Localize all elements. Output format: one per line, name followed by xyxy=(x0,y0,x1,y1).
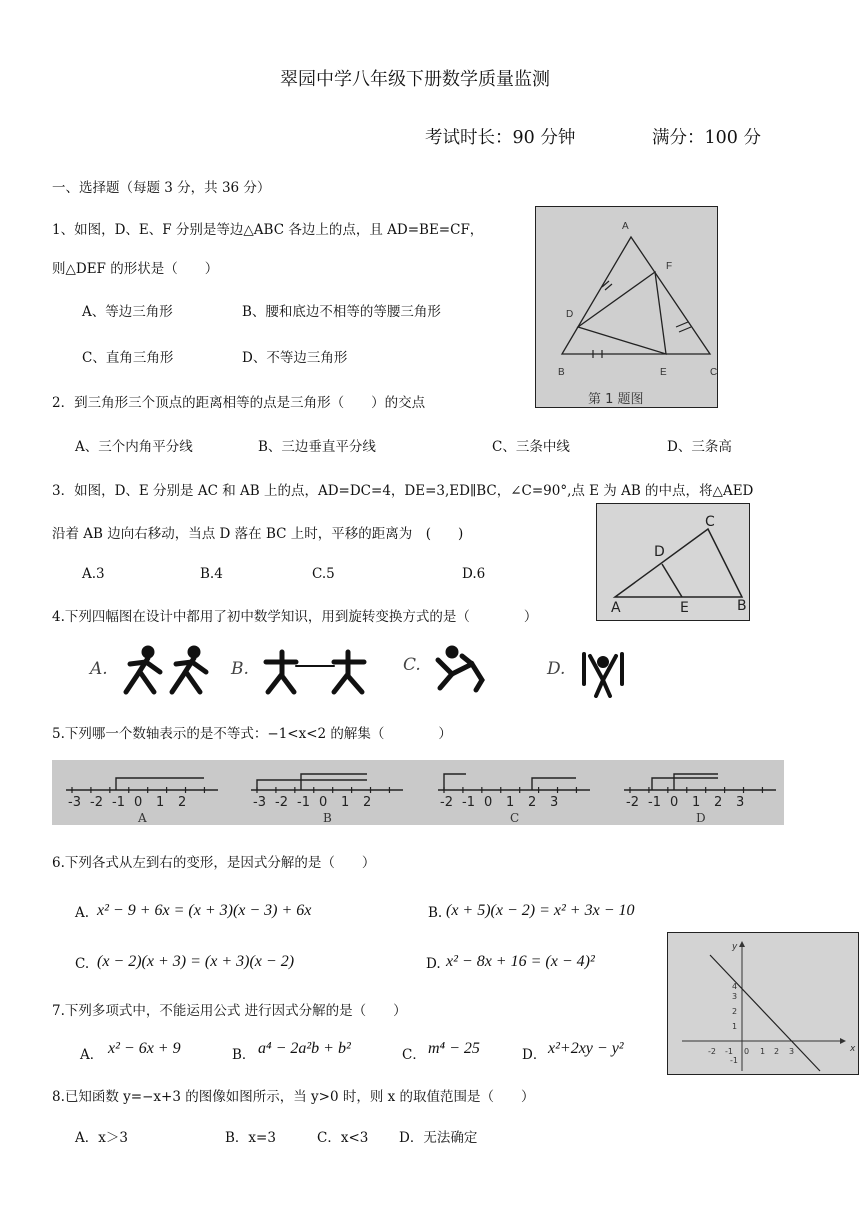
q1-fig-label-a: A xyxy=(622,221,629,232)
page-title: 翠园中学八年级下册数学质量监测 xyxy=(280,69,550,90)
q4-option-c-label[interactable]: C. xyxy=(403,655,421,675)
q5-option-letter[interactable]: D xyxy=(696,811,706,825)
q8-ytick-2: 2 xyxy=(732,1007,738,1016)
q6-option-a-label[interactable]: A. xyxy=(75,905,90,921)
q3-stem-line2: 沿着 AB 边向右移动，当点 D 落在 BC 上时，平移的距离为 ( ) xyxy=(52,526,464,542)
q3-stem-line1: 3．如图，D、E 分别是 AC 和 AB 上的点，AD=DC=4，DE=3,ED∥BC，∠C=90°,点 E 为 AB 的中点，将△AED xyxy=(52,483,754,499)
q8-ytick-3: 3 xyxy=(732,992,738,1001)
q5-number-lines xyxy=(52,760,784,825)
q5-stem: 5.下列哪一个数轴表示的是不等式：−1<x<2 的解集（ ） xyxy=(52,726,452,742)
q3-option-c[interactable]: C.5 xyxy=(312,566,335,582)
q8-stem: 8.已知函数 y=−x+3 的图像如图所示，当 y>0 时，则 x 的取值范围是（ ） xyxy=(52,1089,535,1105)
q5-tick-label: 1 xyxy=(692,795,701,810)
q1-fig-label-c: C xyxy=(710,367,717,378)
q4-option-b-label[interactable]: B. xyxy=(231,659,249,679)
q3-fig-label-a: A xyxy=(611,600,621,616)
q1-option-c[interactable]: C、直角三角形 xyxy=(82,350,174,366)
q5-tick-label: 3 xyxy=(550,795,559,810)
q2-stem: 2．到三角形三个顶点的距离相等的点是三角形（ ）的交点 xyxy=(52,395,426,411)
q8-ytick-neg1: -1 xyxy=(730,1056,738,1065)
q5-tick-label: -2 xyxy=(90,795,103,810)
q5-tick-label: -1 xyxy=(297,795,310,810)
q5-tick-label: 2 xyxy=(714,795,723,810)
q5-tick-label: 0 xyxy=(134,795,143,810)
q6-stem: 6.下列各式从左到右的变形，是因式分解的是（ ） xyxy=(52,855,376,871)
q8-option-a[interactable]: A．x＞3 xyxy=(75,1130,128,1146)
q1-option-b[interactable]: B、腰和底边不相等的等腰三角形 xyxy=(242,304,441,320)
q8-xtick-1: 1 xyxy=(760,1047,766,1056)
q1-option-d[interactable]: D、不等边三角形 xyxy=(242,350,348,366)
q1-fig-caption: 第 1 题图 xyxy=(588,392,644,407)
q8-graph-ylabel: y xyxy=(732,942,738,952)
q3-figure xyxy=(596,503,750,621)
q5-tick-label: 3 xyxy=(736,795,745,810)
q5-tick-label: -2 xyxy=(275,795,288,810)
q6-option-c-label[interactable]: C. xyxy=(75,956,90,972)
q3-fig-label-b: B xyxy=(737,598,747,614)
q2-option-a[interactable]: A、三个内角平分线 xyxy=(75,439,193,455)
q6-option-c-expr[interactable]: (x − 2)(x + 3) = (x + 3)(x − 2) xyxy=(97,953,295,970)
q5-tick-label: 0 xyxy=(319,795,328,810)
q5-tick-label: 2 xyxy=(178,795,187,810)
q8-xtick-neg2: -2 xyxy=(708,1047,716,1056)
q8-ytick-1: 1 xyxy=(732,1022,738,1031)
q6-option-b-expr[interactable]: (x + 5)(x − 2) = x² + 3x − 10 xyxy=(446,902,635,919)
q8-xtick-3: 3 xyxy=(789,1047,795,1056)
q8-option-c[interactable]: C．x<3 xyxy=(317,1130,369,1146)
q5-tick-label: 2 xyxy=(528,795,537,810)
q2-option-b[interactable]: B、三边垂直平分线 xyxy=(258,439,376,455)
q4-option-d-icon[interactable] xyxy=(578,650,628,698)
q1-fig-label-b: B xyxy=(558,367,565,378)
q5-tick-label: -3 xyxy=(253,795,266,810)
q7-option-c-expr[interactable]: m⁴ − 25 xyxy=(428,1040,480,1057)
q1-fig-label-f: F xyxy=(666,261,673,272)
q3-option-b[interactable]: B.4 xyxy=(200,566,223,582)
q5-tick-label: 0 xyxy=(670,795,679,810)
section-heading: 一、选择题（每题 3 分，共 36 分） xyxy=(52,180,271,196)
q8-xtick-0: 0 xyxy=(744,1047,750,1056)
q5-option-letter[interactable]: B xyxy=(323,811,332,825)
q4-option-c-icon[interactable] xyxy=(432,644,490,694)
q3-fig-label-d: D xyxy=(654,544,665,560)
q4-stem: 4.下列四幅图在设计中都用了初中数学知识，用到旋转变换方式的是（ ） xyxy=(52,609,538,625)
q7-option-b-label[interactable]: B． xyxy=(232,1047,256,1063)
q3-fig-label-e: E xyxy=(680,600,689,616)
q3-fig-label-c: C xyxy=(705,514,715,530)
q6-option-d-expr[interactable]: x² − 8x + 16 = (x − 4)² xyxy=(446,953,595,970)
q5-tick-label: -1 xyxy=(648,795,661,810)
q5-tick-label: -3 xyxy=(68,795,81,810)
q4-option-b-icon[interactable] xyxy=(260,646,370,696)
q5-solution-bracket xyxy=(257,780,367,790)
q5-tick-label: 1 xyxy=(506,795,515,810)
q5-tick-label: 1 xyxy=(156,795,165,810)
q5-option-letter[interactable]: A xyxy=(138,811,147,825)
q5-tick-label: -1 xyxy=(462,795,475,810)
q5-solution-bracket xyxy=(301,774,367,790)
q3-option-a[interactable]: A.3 xyxy=(82,566,105,582)
q2-option-d[interactable]: D、三条高 xyxy=(667,439,732,455)
q7-option-a-expr[interactable]: x² − 6x + 9 xyxy=(108,1040,181,1057)
q8-xtick-2: 2 xyxy=(774,1047,780,1056)
q5-tick-label: -2 xyxy=(440,795,453,810)
q5-tick-label: -2 xyxy=(626,795,639,810)
q1-stem-line2: 则△DEF 的形状是（ ） xyxy=(52,261,219,277)
q3-option-d[interactable]: D.6 xyxy=(462,566,486,582)
q7-option-d-expr[interactable]: x²+2xy − y² xyxy=(548,1040,624,1057)
q1-fig-label-d: D xyxy=(566,309,574,320)
q7-option-d-label[interactable]: D． xyxy=(522,1047,547,1063)
q6-option-b-label[interactable]: B. xyxy=(428,905,443,921)
q5-tick-label: 2 xyxy=(363,795,372,810)
q7-option-a-label[interactable]: A． xyxy=(80,1047,104,1063)
q8-graph-xlabel: x xyxy=(850,1044,856,1054)
full-score: 满分：100 分 xyxy=(652,128,761,148)
q5-option-letter[interactable]: C xyxy=(510,811,520,825)
q7-stem: 7.下列多项式中，不能运用公式 进行因式分解的是（ ） xyxy=(52,1003,407,1019)
q1-option-a[interactable]: A、等边三角形 xyxy=(82,304,173,320)
q8-ytick-4: 4 xyxy=(732,982,738,991)
q4-option-a-icon[interactable] xyxy=(118,644,210,696)
q1-stem-line1: 1、如图，D、E、F 分别是等边△ABC 各边上的点，且 AD=BE=CF， xyxy=(52,222,484,238)
q7-option-c-label[interactable]: C． xyxy=(402,1047,426,1063)
q8-graph xyxy=(667,932,859,1075)
q8-option-d[interactable]: D．无法确定 xyxy=(399,1130,478,1146)
q1-figure xyxy=(535,206,718,408)
q8-option-b[interactable]: B．x=3 xyxy=(225,1130,276,1146)
q6-option-a-expr[interactable]: x² − 9 + 6x = (x + 3)(x − 3) + 6x xyxy=(97,902,312,919)
q8-xtick-neg1: -1 xyxy=(725,1047,733,1056)
q5-tick-label: 0 xyxy=(484,795,493,810)
q5-solution-bracket xyxy=(652,778,718,790)
q5-solution-bracket xyxy=(674,774,718,790)
q5-tick-label: 1 xyxy=(341,795,350,810)
q7-option-b-expr[interactable]: a⁴ − 2a²b + b² xyxy=(258,1040,351,1057)
q4-option-d-label[interactable]: D. xyxy=(547,659,566,679)
q6-option-d-label[interactable]: D. xyxy=(426,956,441,972)
q5-tick-label: -1 xyxy=(112,795,125,810)
exam-duration: 考试时长：90 分钟 xyxy=(425,128,576,148)
q1-fig-label-e: E xyxy=(660,367,667,378)
q4-option-a-label[interactable]: A. xyxy=(90,659,108,679)
q2-option-c[interactable]: C、三条中线 xyxy=(492,439,570,455)
